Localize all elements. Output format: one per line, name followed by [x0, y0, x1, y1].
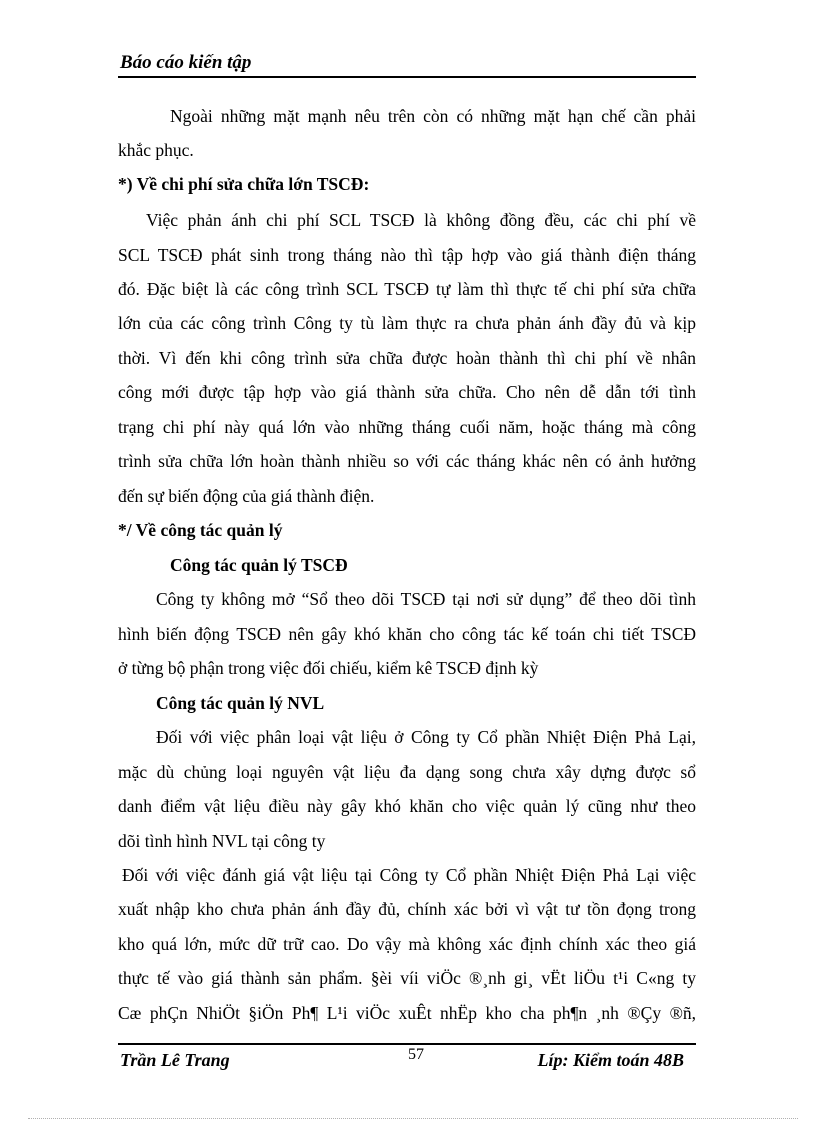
footer-author: Trần Lê Trang — [120, 1050, 230, 1070]
subheading-nvl: Công tác quản lý NVL — [156, 693, 325, 713]
paragraph-line: lớn của các công trình Công ty tù làm thực ra chưa phản ánh đầy đủ và kịp — [118, 313, 696, 333]
paragraph-line: Đối với việc đánh giá vật liệu tại Công ty Cổ phần Nhiệt Điện Phả Lại việc — [122, 865, 696, 885]
paragraph-line: Đối với việc phân loại vật liệu ở Công ty Cổ phần Nhiệt Điện Phả Lại, — [156, 727, 696, 747]
paragraph-line: thực tế vào giá thành sản phẩm. §èi víi viÖc ®¸nh gi¸ vËt liÖu t¹i C«ng ty — [118, 968, 696, 988]
footer-rule — [118, 1043, 696, 1045]
paragraph-line: Việc phản ánh chi phí SCL TSCĐ là không đồng đều, các chi phí về — [146, 210, 696, 230]
subheading-tscd: Công tác quản lý TSCĐ — [170, 555, 348, 575]
paragraph-line: hình biến động TSCĐ nên gây khó khăn cho công tác kế toán chi tiết TSCĐ — [118, 624, 696, 644]
paragraph-line: Công ty không mở “Sổ theo dõi TSCĐ tại nơi sử dụng” để theo dõi tình — [156, 589, 696, 609]
paragraph-line: khắc phục. — [118, 140, 194, 160]
page-border-dotted — [28, 1118, 798, 1119]
header-rule — [118, 76, 696, 78]
paragraph-line: Cæ phÇn NhiÖt §iÖn Ph¶ L¹i viÖc xuÊt nhËp kho cha ph¶n ¸nh ®Çy ®ñ, — [118, 1003, 696, 1023]
footer-class-label: Líp: Kiểm toán 48B — [537, 1050, 684, 1070]
paragraph-line: ở từng bộ phận trong việc đối chiếu, kiểm kê TSCĐ định kỳ — [118, 658, 539, 678]
paragraph-line: đến sự biến động của giá thành điện. — [118, 486, 375, 506]
paragraph-line: dõi tình hình NVL tại công ty — [118, 831, 326, 851]
paragraph-line: Ngoài những mặt mạnh nêu trên còn có những mặt hạn chế cần phải — [170, 106, 696, 126]
paragraph-line: đó. Đặc biệt là các công trình SCL TSCĐ tự làm thì thực tế chi phí sửa chữa — [118, 279, 696, 299]
header-title: Báo cáo kiến tập — [120, 52, 252, 73]
paragraph-line: trình sửa chữa lớn hoàn thành nhiều so với các tháng khác nên có ảnh hưởng — [118, 451, 696, 471]
paragraph-line: danh điểm vật liệu điều này gây khó khăn cho việc quản lý cũng như theo — [118, 796, 696, 816]
paragraph-line: công mới được tập hợp vào giá thành sửa chữa. Cho nên dễ dẫn tới tình — [118, 382, 696, 402]
paragraph-line: xuất nhập kho chưa phản ánh đầy đủ, chính xác bởi vì vật tư tồn đọng trong — [118, 899, 696, 919]
paragraph-line: trạng chi phí này quá lớn vào những tháng cuối năm, hoặc tháng mà công — [118, 417, 696, 437]
paragraph-line: SCL TSCĐ phát sinh trong tháng nào thì tập hợp vào giá thành điện tháng — [118, 245, 696, 265]
paragraph-line: thời. Vì đến khi công trình sửa chữa được hoàn thành thì chi phí về nhân — [118, 348, 696, 368]
page-number: 57 — [408, 1046, 424, 1063]
paragraph-line: mặc dù chủng loại nguyên vật liệu đa dạng song chưa xây dựng được sổ — [118, 762, 696, 782]
paragraph-line: kho quá lớn, mức dữ trữ cao. Do vậy mà không xác định chính xác theo giá — [118, 934, 696, 954]
section-heading-repair-costs: *) Về chi phí sửa chữa lớn TSCĐ: — [118, 174, 370, 194]
section-heading-management: */ Về công tác quản lý — [118, 520, 283, 540]
